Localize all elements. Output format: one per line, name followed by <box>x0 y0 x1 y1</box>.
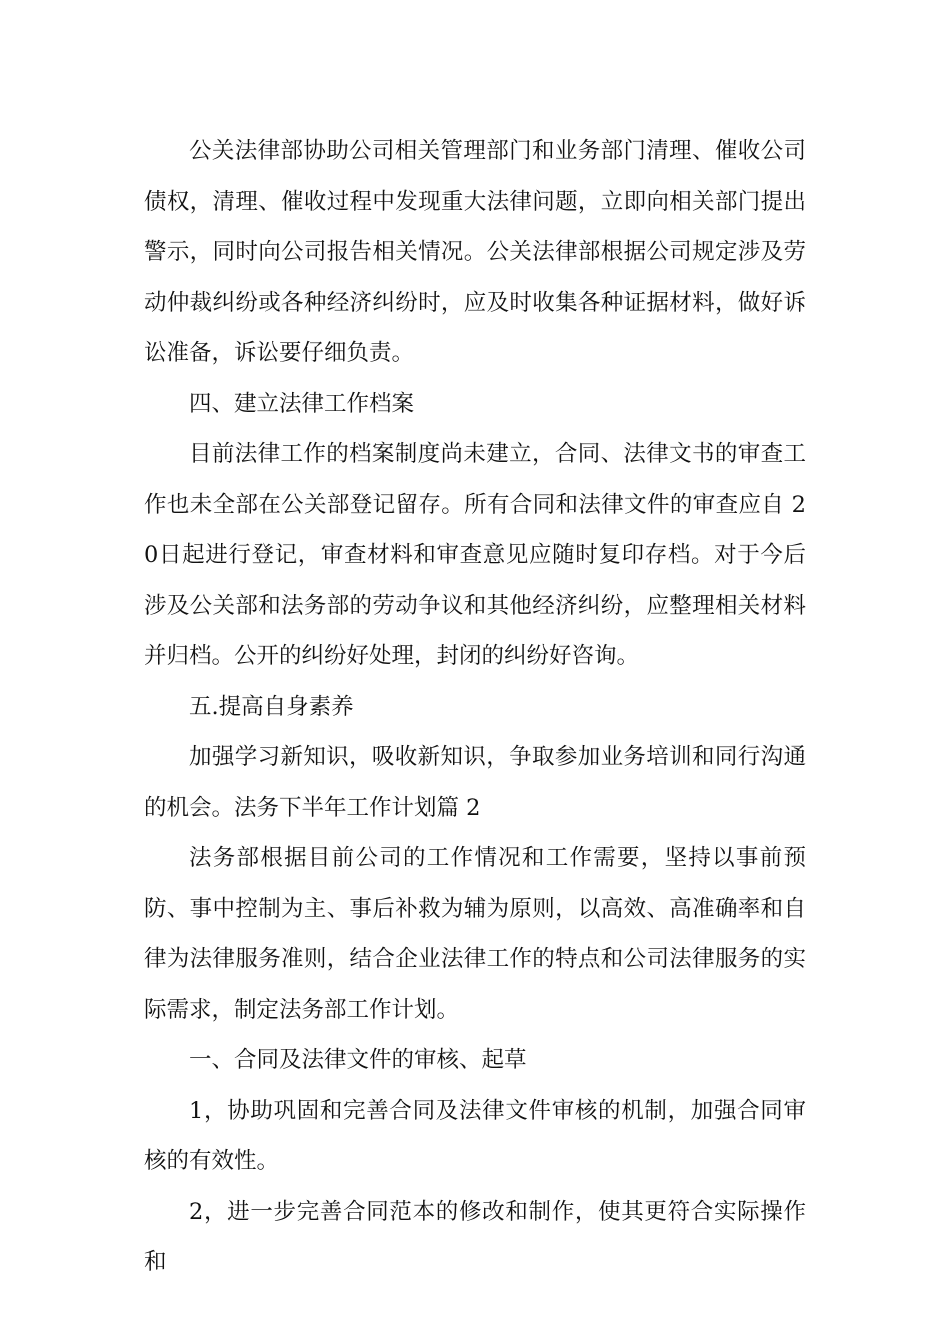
section-heading-self-improvement: 五.提高自身素养 <box>189 693 354 720</box>
paragraph-item-2: 2，进一步完善合同范本的修改和制作，使其更符合实际操作和 <box>144 1198 806 1275</box>
paragraph-debt-collection: 公关法律部协助公司相关管理部门和业务部门清理、催收公司债权，清理、催收过程中发现重大法律问题，立即向相关部门提出警示，同时向公司报告相关情况。公关法律部根据公司规定涉及劳动仲裁纠纷或各种经济纠纷时，应及时收集各种证据材料，做好诉讼准备，诉讼要仔细负责。 <box>144 138 806 366</box>
paragraph-item-1: 1，协助巩固和完善合同及法律文件审核的机制，加强合同审核的有效性。 <box>144 1097 806 1174</box>
paragraph-legal-plan-intro: 法务部根据目前公司的工作情况和工作需要，坚持以事前预防、事中控制为主、事后补救为辅为原则，以高效、高准确率和自律为法律服务准则，结合企业法律工作的特点和公司法律服务的实际需求，制定法务部工作计划。 <box>144 845 806 1023</box>
paragraph-archives: 目前法律工作的档案制度尚未建立，合同、法律文书的审查工作也未全部在公关部登记留存。所有合同和法律文件的审查应自 20日起进行登记，审查材料和审查意见应随时复印存档。对于今后涉及公关部和法务部的劳动争议和其他经济纠纷，应整理相关材料并归档。公开的纠纷好处理，封闭的纠纷好咨询。 <box>144 441 806 669</box>
section-heading-archives: 四、建立法律工作档案 <box>189 390 415 417</box>
section-heading-contract-review: 一、合同及法律文件的审核、起草 <box>189 1047 527 1073</box>
paragraph-learning: 加强学习新知识，吸收新知识，争取参加业务培训和同行沟通的机会。法务下半年工作计划篇 2 <box>144 744 806 821</box>
document-body <box>144 126 806 1288</box>
